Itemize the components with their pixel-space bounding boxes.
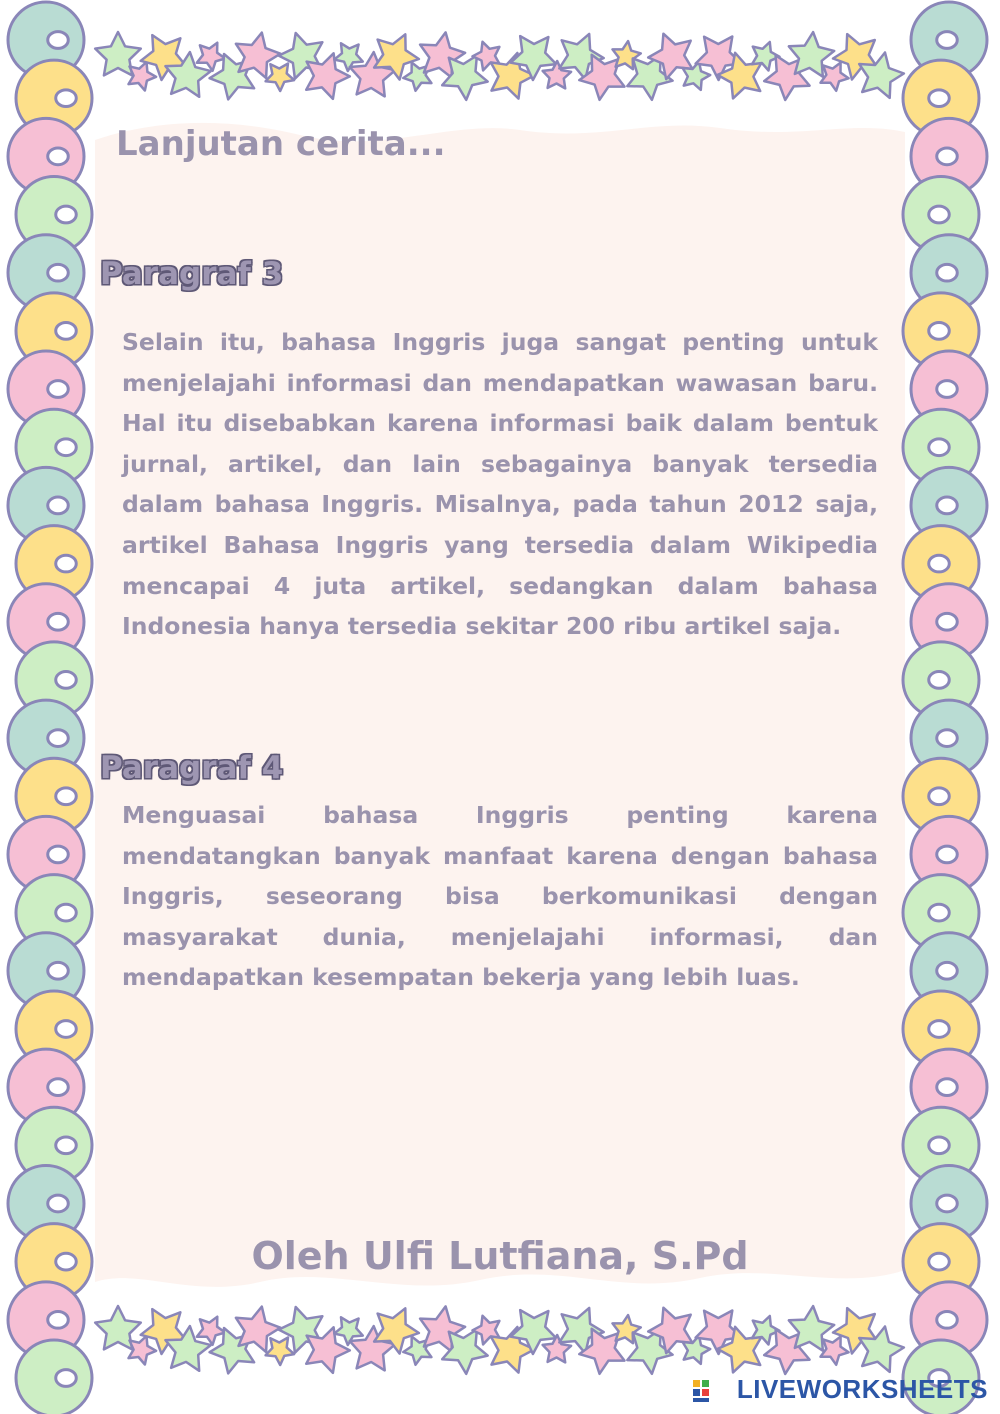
left-ring-hole-3: [56, 206, 77, 223]
right-ring-hole-9: [929, 555, 950, 572]
right-ring-hole-4: [937, 264, 958, 281]
right-ring-hole-5: [929, 323, 950, 340]
bottom-star-7: [266, 1338, 295, 1366]
right-ring-hole-8: [937, 497, 958, 514]
left-ring-hole-1: [56, 90, 77, 107]
left-ring-hole-16: [48, 962, 69, 979]
left-ring-hole-14: [48, 846, 69, 863]
right-ring-hole-6: [937, 381, 958, 398]
section-body-paragraf-4: Menguasai bahasa Inggris penting karena mendatangkan banyak manfaat karena dengan bahasa Inggris, seseorang bisa berkomunikasi dengan masyarakat dunia, menjelajahi informasi, dan mendapatkan kesempatan bekerja yang lebih luas.: [122, 801, 878, 992]
left-ring-hole-17: [56, 1021, 77, 1038]
left-ring-hole-18: [48, 1079, 69, 1096]
section-heading-paragraf-4: Paragraf 4: [100, 750, 284, 786]
left-ring-hole-22: [48, 1311, 69, 1328]
author-credit: Oleh Ulfi Lutfiana, S.Pd: [251, 1234, 749, 1278]
section-heading-paragraf-3: Paragraf 3: [100, 256, 284, 292]
right-ring-hole-3: [929, 206, 950, 223]
left-ring-hole-4: [48, 264, 69, 281]
background-panel: [95, 123, 905, 1287]
bottom-star-4: [197, 1317, 225, 1345]
right-ring-hole-15: [929, 904, 950, 921]
section-body-paragraf-3: Selain itu, bahasa Inggris juga sangat penting untuk menjelajahi informasi dan mendapatkan wawasan baru. Hal itu disebabkan karena informasi baik dalam bentuk jurnal, artikel, dan lain sebagainya banyak tersedia dalam bahasa Inggris. Misalnya, pada tahun 2012 saja, artikel Bahasa Inggris yang tersedia dalam Wikipedia mencapai 4 juta artikel, sedangkan dalam bahasa Indonesia hanya tersedia sekitar 200 ribu artikel saja.: [122, 328, 878, 641]
right-ring-hole-19: [929, 1137, 950, 1154]
left-ring-hole-8: [48, 497, 69, 514]
top-star-31: [821, 63, 849, 91]
left-ring-hole-9: [56, 555, 77, 572]
bottom-star-31: [821, 1337, 849, 1365]
left-ring-hole-6: [48, 381, 69, 398]
right-ring-hole-0: [937, 32, 958, 49]
left-ring-hole-12: [48, 730, 69, 747]
right-ring-hole-14: [937, 846, 958, 863]
right-ring-hole-11: [929, 672, 950, 689]
left-ring-23: [16, 1340, 92, 1414]
left-ring-hole-2: [48, 148, 69, 165]
left-ring-hole-5: [56, 323, 77, 340]
top-star-7: [266, 64, 295, 92]
right-ring-border: [903, 2, 987, 1414]
right-ring-hole-2: [937, 148, 958, 165]
right-ring-hole-16: [937, 962, 958, 979]
bottom-star-1: [129, 1336, 157, 1365]
left-ring-hole-11: [56, 672, 77, 689]
liveworksheets-logo-icon: [692, 1378, 720, 1404]
left-ring-hole-10: [48, 613, 69, 630]
left-ring-hole-23: [56, 1370, 77, 1387]
right-ring-hole-12: [937, 730, 958, 747]
top-star-garland: [95, 32, 904, 100]
right-ring-hole-10: [937, 613, 958, 630]
right-ring-hole-18: [937, 1079, 958, 1096]
page-title: Lanjutan cerita...: [116, 124, 446, 164]
right-ring-hole-1: [929, 90, 950, 107]
liveworksheets-watermark: LIVEWORKSHEETS: [736, 1374, 988, 1404]
right-ring-hole-17: [929, 1021, 950, 1038]
right-ring-hole-13: [929, 788, 950, 805]
left-ring-hole-7: [56, 439, 77, 456]
right-ring-hole-22: [937, 1311, 958, 1328]
left-ring-hole-0: [48, 32, 69, 49]
top-star-4: [197, 43, 225, 71]
left-ring-hole-19: [56, 1137, 77, 1154]
left-ring-hole-15: [56, 904, 77, 921]
top-star-1: [129, 62, 157, 91]
left-ring-hole-20: [48, 1195, 69, 1212]
bottom-star-garland: [95, 1306, 904, 1374]
left-ring-hole-13: [56, 788, 77, 805]
right-ring-hole-7: [929, 439, 950, 456]
right-ring-hole-20: [937, 1195, 958, 1212]
left-ring-border: [8, 2, 92, 1414]
